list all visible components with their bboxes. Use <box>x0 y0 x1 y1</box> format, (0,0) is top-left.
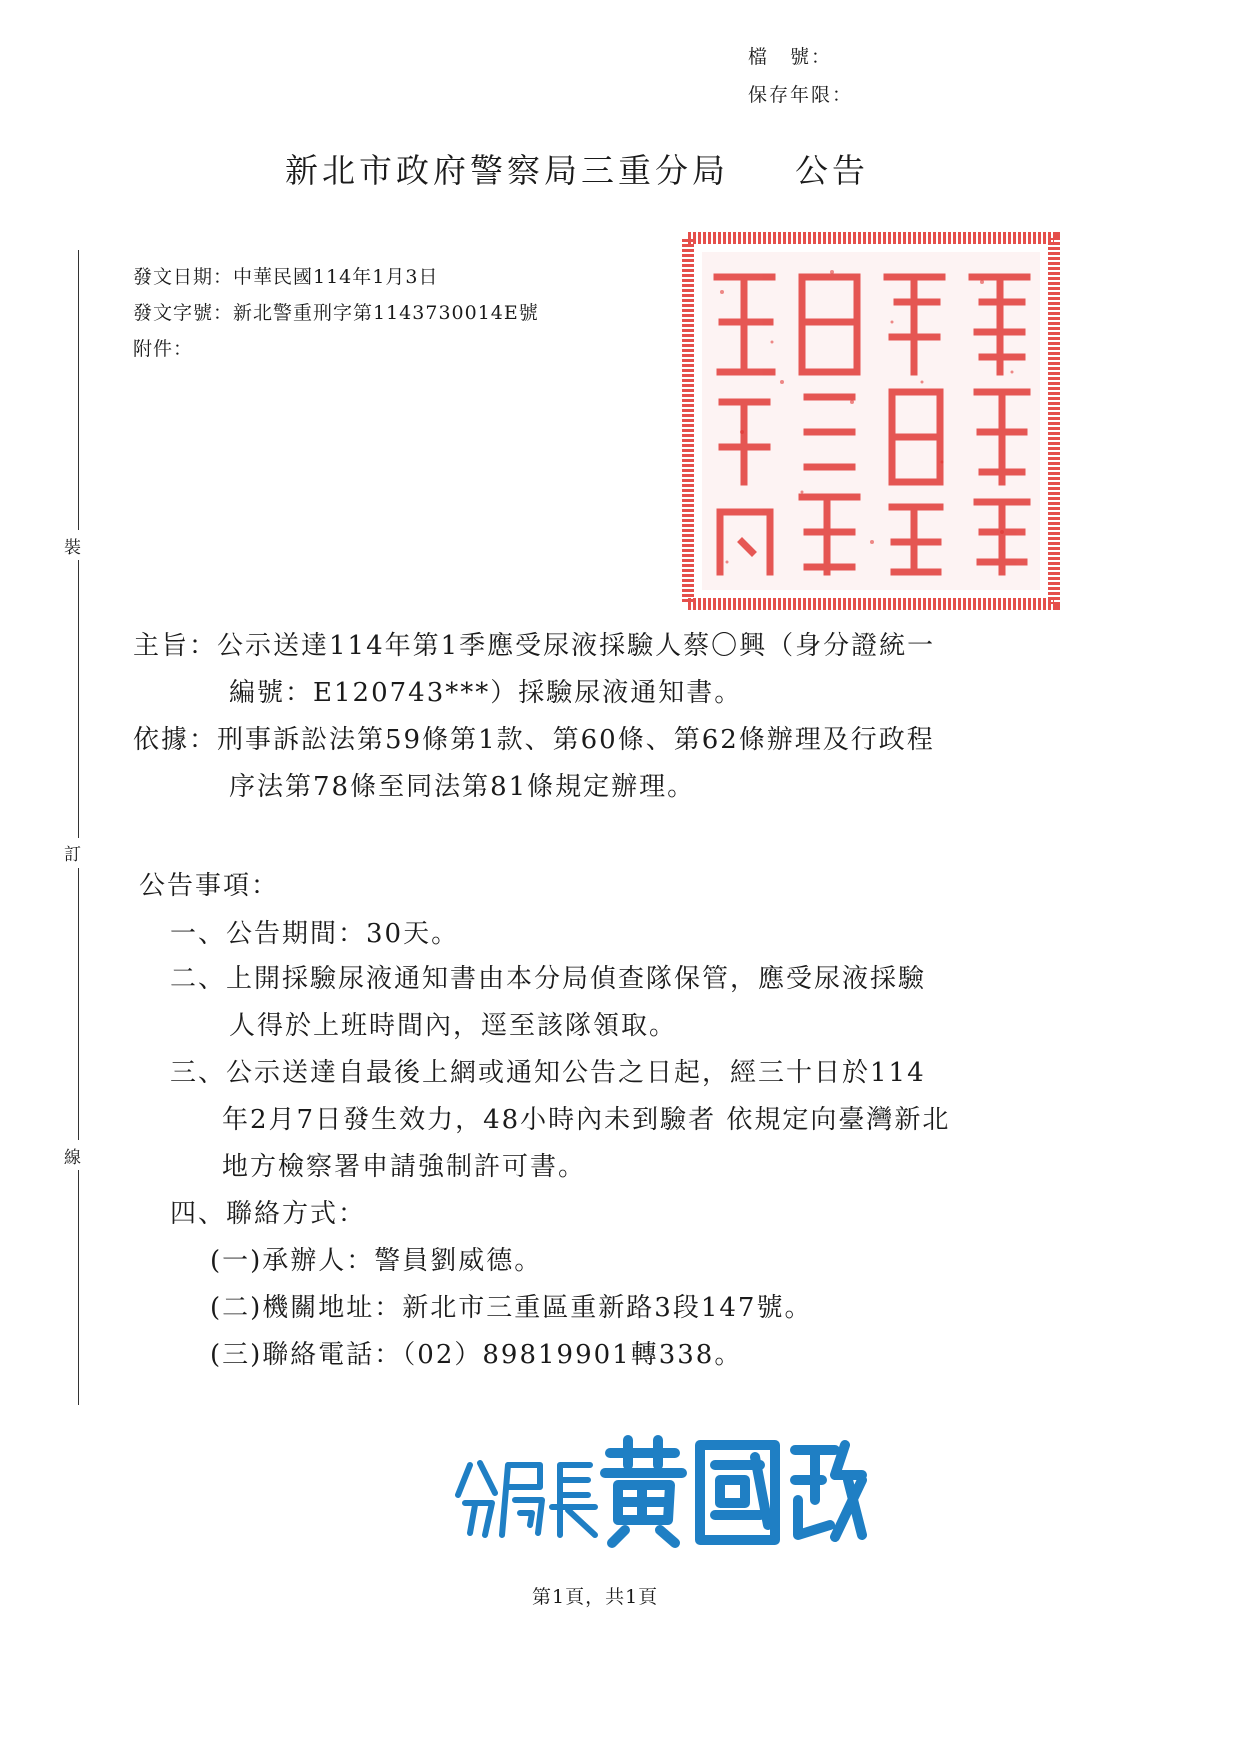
notice-item-3-line-2: 年2月7日發生效力，48小時內未到驗者 依規定向臺灣新北 <box>222 1105 951 1135</box>
document-number: 發文字號：新北警重刑字第1143730014E號 <box>133 302 539 324</box>
basis-line-1: 依據：刑事訴訟法第59條第1款、第60條、第62條辦理及行政程 <box>133 725 935 755</box>
basis-line-2: 序法第78條至同法第81條規定辦理。 <box>229 772 696 802</box>
official-seal <box>682 232 1060 610</box>
notice-item-2-line-2: 人得於上班時間內，逕至該隊領取。 <box>229 1011 678 1041</box>
signature-stamp <box>450 1425 870 1550</box>
binding-line-lower <box>78 868 79 1140</box>
binding-line-top <box>78 250 79 530</box>
binding-mark-top: 裝 <box>64 538 81 558</box>
subject-line-1: 主旨：公示送達114年第1季應受尿液採驗人蔡〇興（身分證統一 <box>133 631 936 661</box>
contact-address: (二)機關地址：新北市三重區重新路3段147號。 <box>210 1293 813 1323</box>
contact-phone: (三)聯絡電話：（02）89819901轉338。 <box>210 1340 743 1370</box>
issue-date: 發文日期：中華民國114年1月3日 <box>133 266 439 288</box>
notice-item-3-line-3: 地方檢察署申請強制許可書。 <box>222 1152 587 1182</box>
notice-item-3-line-1: 三、公示送達自最後上網或通知公告之日起，經三十日於114 <box>170 1058 926 1088</box>
document-type: 公告 <box>795 151 869 190</box>
retention-period-label: 保存年限： <box>748 84 854 106</box>
binding-line-bottom <box>78 1170 79 1405</box>
notice-item-4: 四、聯絡方式： <box>170 1199 367 1229</box>
binding-mark-bottom: 線 <box>64 1148 81 1168</box>
file-number-label: 檔 號： <box>748 46 833 68</box>
subject-line-2: 編號：E120743***）採驗尿液通知書。 <box>229 678 743 708</box>
binding-line-middle <box>78 560 79 838</box>
notice-item-1: 一、公告期間：30天。 <box>170 919 460 949</box>
notice-heading: 公告事項： <box>139 871 280 901</box>
page-number: 第1頁，共1頁 <box>532 1586 659 1608</box>
notice-item-2-line-1: 二、上開採驗尿液通知書由本分局偵查隊保管，應受尿液採驗 <box>170 964 927 994</box>
issuing-organization: 新北市政府警察局三重分局 <box>285 151 729 190</box>
binding-mark-middle: 訂 <box>64 845 81 865</box>
attachment-label: 附件： <box>133 338 194 360</box>
contact-person: (一)承辦人：警員劉威德。 <box>210 1246 543 1276</box>
